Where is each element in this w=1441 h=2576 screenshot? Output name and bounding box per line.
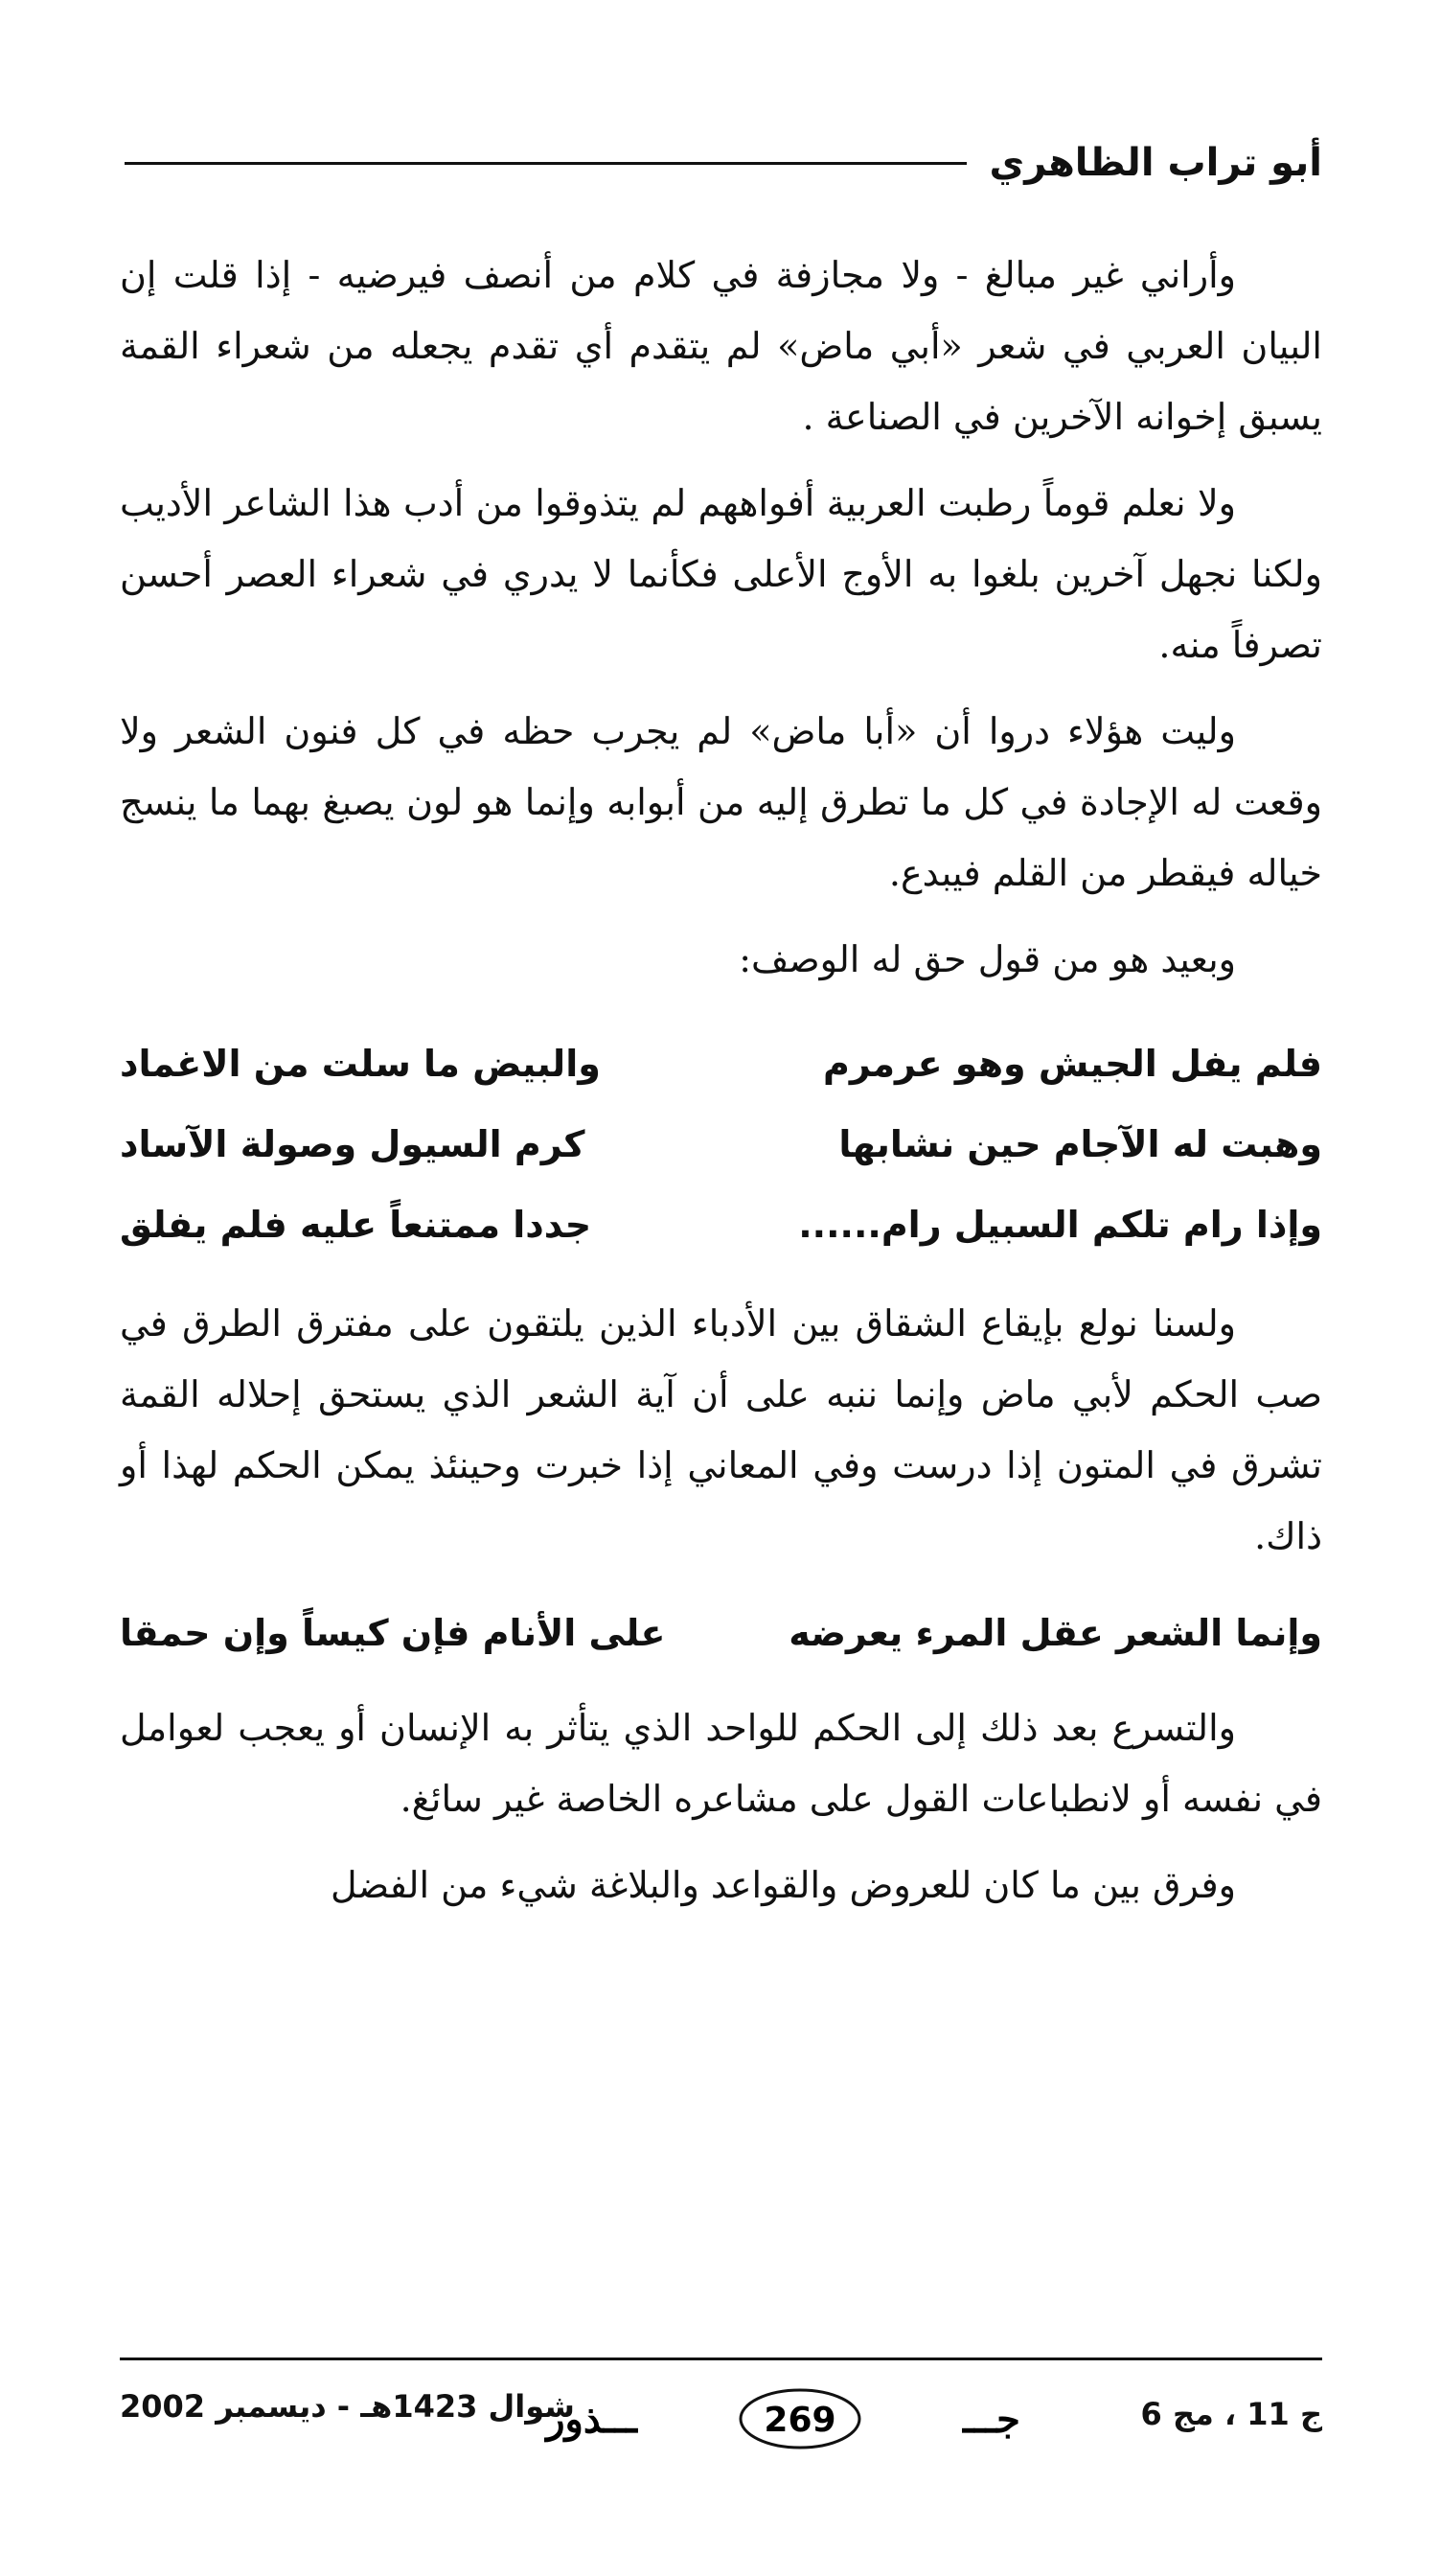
paragraph: والتسرع بعد ذلك إلى الحكم للواحد الذي يتأثر به الإنسان أو يعجب لعوامل في نفسه أو لانطباعات القول على مشاعره الخاصة غير سائغ. <box>120 1707 1322 1820</box>
page-number-badge <box>546 2384 1020 2451</box>
verse-first-hemistich: فلم يفل الجيش وهو عرمرم <box>823 1043 1322 1085</box>
verse-second-hemistich: والبيض ما سلت من الاغماد <box>120 1043 601 1085</box>
paragraph: وليت هؤلاء دروا أن «أبا ماض» لم يجرب حظه في كل فنون الشعر ولا وقعت له الإجادة في كل ما تطرق إليه من أبوابه وإنما هو لون يصبغ بهما ما ينسج خياله فيقطر من القلم فيبدع. <box>120 710 1322 894</box>
author-name: أبو تراب الظاهري <box>989 141 1322 185</box>
poem-verse <box>120 1024 1322 1104</box>
paragraph: ولا نعلم قوماً رطبت العربية أفواههم لم يتذوقوا من أدب هذا الشاعر الأديب ولكنا نجهل آخرين بلغوا به الأوج الأعلى فكأنما لا يدري في شعراء العصر أحسن تصرفاً منه. <box>120 482 1322 666</box>
paragraph: وفرق بين ما كان للعروض والقواعد والبلاغة شيء من الفضل <box>330 1864 1236 1906</box>
verse-first-hemistich: وإنما الشعر عقل المرء يعرضه <box>789 1612 1322 1654</box>
journal-name-left: جـــ <box>963 2397 1020 2442</box>
page-footer <box>120 2367 1322 2472</box>
footer-rule <box>120 2358 1322 2360</box>
poem-verse <box>120 1104 1322 1184</box>
issue-info: ج 11 ، مج 6 <box>1140 2396 1322 2432</box>
verse-first-hemistich: وإذا رام تلكم السبيل رام...... <box>798 1204 1322 1246</box>
running-header <box>125 134 1322 192</box>
journal-name-right: ـــذور <box>546 2397 637 2442</box>
journal-page-marker <box>546 2384 1020 2451</box>
poem-verse <box>120 1593 1322 1673</box>
verse-second-hemistich: على الأنام فإن كيساً وإن حمقا <box>120 1612 666 1654</box>
paragraph: وبعيد هو من قول حق له الوصف: <box>739 938 1236 980</box>
paragraph: وأراني غير مبالغ - ولا مجازفة في كلام من أنصف فيرضيه - إذا قلت إن البيان العربي في شعر «أبي ماض» لم يتقدم أي تقدم يجعله من شعراء القمة يسبق إخوانه الآخرين في الصناعة . <box>120 254 1322 438</box>
verse-second-hemistich: كرم السيول وصولة الآساد <box>120 1123 585 1165</box>
verse-second-hemistich: جددا ممتنعاً عليه فلم يفلق <box>120 1204 592 1246</box>
paragraph: ولسنا نولع بإيقاع الشقاق بين الأدباء الذين يلتقون على مفترق الطرق في صب الحكم لأبي ماض وإنما ننبه على أن آية الشعر الذي يستحق إحلاله القمة تشرق في المتون إذا درست وفي المعاني إذا خبرت وحينئذ يمكن الحكم لهذا أو ذاك. <box>120 1302 1322 1557</box>
verse-first-hemistich: وهبت له الآجام حين نشابها <box>838 1123 1322 1165</box>
poem-block <box>120 1024 1322 1265</box>
poem-verse <box>120 1184 1322 1265</box>
page-number: 269 <box>764 2401 836 2440</box>
page-body <box>120 240 1322 1936</box>
issue-date: شوال 1423هـ - ديسمبر 2002 <box>120 2388 575 2425</box>
header-rule <box>125 162 967 165</box>
